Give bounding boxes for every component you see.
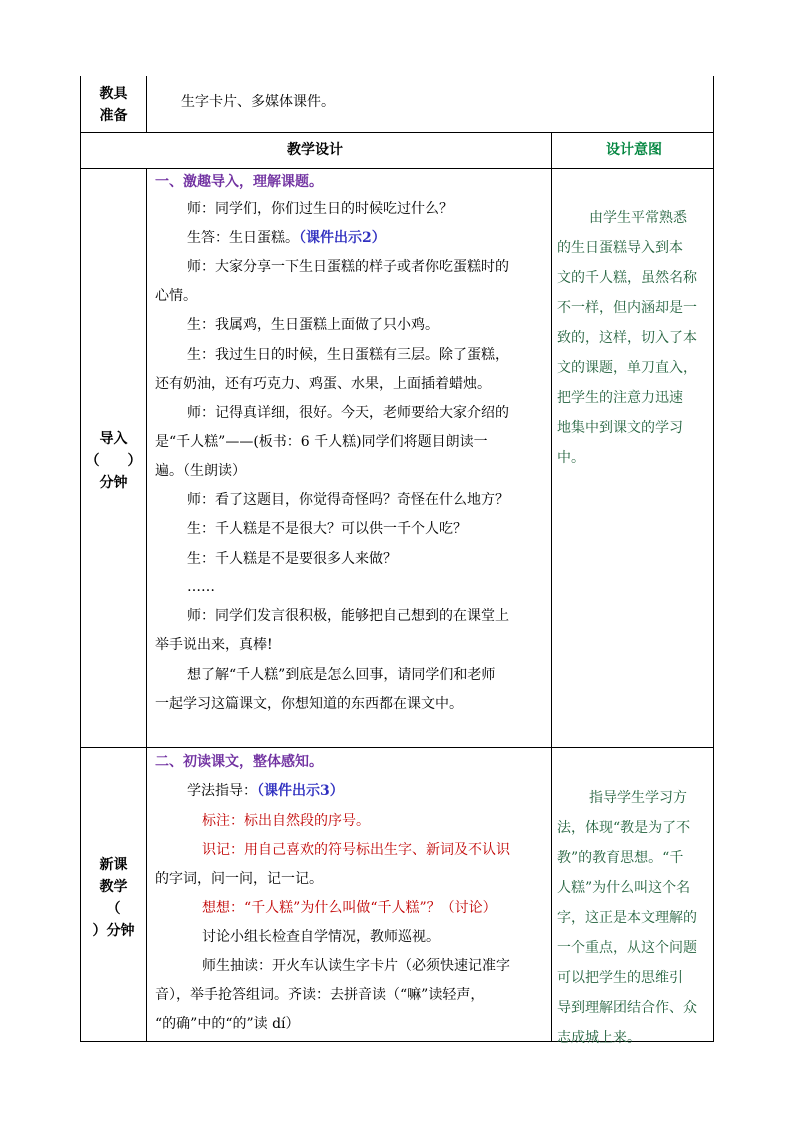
intent-line: 人糕”为什么叫这个名	[557, 880, 691, 896]
section1-line: 生：千人糕是不是要很多人来做？	[187, 551, 397, 567]
section1-line: 生：我过生日的时候，生日蛋糕有三层。除了蛋糕，	[187, 347, 509, 363]
header-intent: 设计意图	[606, 142, 662, 158]
row-divider	[80, 168, 714, 169]
section2-title: 二、初读课文，整体感知。	[155, 754, 323, 770]
section1-title: 一、激趣导入，理解课题。	[155, 174, 323, 190]
intent-line: 教”的教育思想。“千	[557, 850, 684, 866]
section2-line: 标注：标出自然段的序号。	[202, 813, 370, 829]
section2-text: 为什么叫做	[300, 900, 371, 916]
section1-line: 生：我属鸡，生日蛋糕上面做了只小鸡。	[187, 317, 439, 333]
header-design: 教学设计	[287, 142, 343, 158]
section2-text: 学法指导：	[187, 783, 257, 799]
intent-line: 的生日蛋糕导入到本	[557, 240, 683, 256]
section2-label-line4: ）分钟	[92, 923, 135, 939]
section1-label	[80, 428, 147, 494]
section1-line: 遍。（生朗读）	[155, 463, 246, 479]
intent-line: 志成城上来。	[557, 1030, 641, 1046]
section2-label-line1: 新课	[99, 857, 128, 873]
section1-line: 一起学习这篇课文，你想知道的东西都在课文中。	[155, 696, 463, 712]
intent-line: 由学生平常熟悉	[589, 210, 687, 226]
intent-line: 中。	[557, 450, 585, 466]
courseware-cue: （课件出示2）	[299, 230, 386, 246]
intent-line: 字，这正是本文理解的	[557, 910, 697, 926]
section1-line: 师：看了这题目，你觉得奇怪吗？奇怪在什么地方？	[187, 492, 509, 508]
section1-line: 师：记得真详细，很好。今天，老师要给大家介绍的	[187, 405, 509, 421]
intent-line: 致的，这样，切入了本	[557, 330, 697, 346]
section1-line: 想了解“千人糕”到底是怎么回事，请同学们和老师	[187, 667, 496, 683]
intent-line: 文的课题，单刀直入，	[557, 360, 697, 376]
prep-label-line1: 教具	[99, 86, 128, 102]
intent-line: 地集中到课文的学习	[557, 420, 683, 436]
section1-line	[187, 228, 386, 249]
section1-line: 是“千人糕”——(板书：6 千人糕)同学们将题目朗读一	[155, 434, 488, 450]
row-divider	[80, 132, 714, 133]
section2-text: 想想：	[202, 900, 244, 916]
section1-line: ……	[187, 579, 215, 595]
section2-line	[187, 781, 344, 802]
section1-label-line3: 分钟	[99, 475, 128, 491]
section2-label-line2: 教学	[99, 879, 128, 895]
intent-line: 不一样，但内涵却是一	[557, 300, 697, 316]
section2-design-intent	[557, 783, 717, 1053]
section1-line: 师：大家分享一下生日蛋糕的样子或者你吃蛋糕时的	[187, 259, 509, 275]
intent-line: 可以把学生的思维引	[557, 970, 683, 986]
section2-text: “千人糕”	[244, 900, 301, 916]
column-divider-intent	[551, 132, 552, 1042]
section1-design-intent	[557, 203, 717, 473]
section2-label	[80, 854, 147, 942]
intent-line: 把学生的注意力迅速	[557, 390, 683, 406]
section2-line: 音），举手抢答组词。齐读：去拼音读（“嘛”读轻声，	[155, 987, 485, 1003]
section2-line	[202, 898, 497, 919]
section2-line	[202, 840, 510, 861]
intent-line: 法，体现“教是为了不	[557, 820, 691, 836]
section2-text: 识记：用自己喜欢的符号标出生字、新词及不认识	[202, 842, 510, 858]
intent-line: 指导学生学习方	[589, 790, 687, 806]
intent-line: 导到理解团结合作、众	[557, 1000, 697, 1016]
prep-content: 生字卡片、多媒体课件。	[181, 94, 335, 110]
prep-label	[80, 83, 147, 127]
section1-line: 师：同学们发言很积极，能够把自己想到的在课堂上	[187, 608, 509, 624]
intent-line: 文的千人糕，虽然名称	[557, 270, 697, 286]
section2-line: 师生抽读：开火车认读生字卡片（必须快速记准字	[202, 958, 510, 974]
section2-line: “的确”中的“的”读 dí）	[155, 1016, 300, 1032]
section2-text: “千人糕”	[370, 900, 427, 916]
section1-line: 举手说出来，真棒!	[155, 637, 273, 653]
section2-line: 讨论小组长检查自学情况，教师巡视。	[202, 929, 440, 945]
row-divider	[80, 747, 714, 748]
section2-text: ？（讨论）	[426, 900, 497, 916]
section1-line: 心情。	[155, 288, 197, 304]
section1-label-line2: （ ）	[85, 453, 142, 469]
courseware-cue: （课件出示3）	[257, 783, 344, 799]
prep-label-line2: 准备	[99, 108, 128, 124]
section1-line: 还有奶油，还有巧克力、鸡蛋、水果，上面插着蜡烛。	[155, 376, 491, 392]
intent-line: 一个重点，从这个问题	[557, 940, 697, 956]
section2-label-line3: （	[106, 901, 121, 917]
section1-text: 生答：生日蛋糕。	[187, 230, 299, 246]
section1-line: 生：千人糕是不是很大？可以供一千个人吃？	[187, 521, 467, 537]
section1-line: 师：同学们，你们过生日的时候吃过什么？	[187, 201, 453, 217]
section1-label-line1: 导入	[99, 431, 128, 447]
section2-line: 的字词，问一问，记一记。	[155, 871, 323, 887]
